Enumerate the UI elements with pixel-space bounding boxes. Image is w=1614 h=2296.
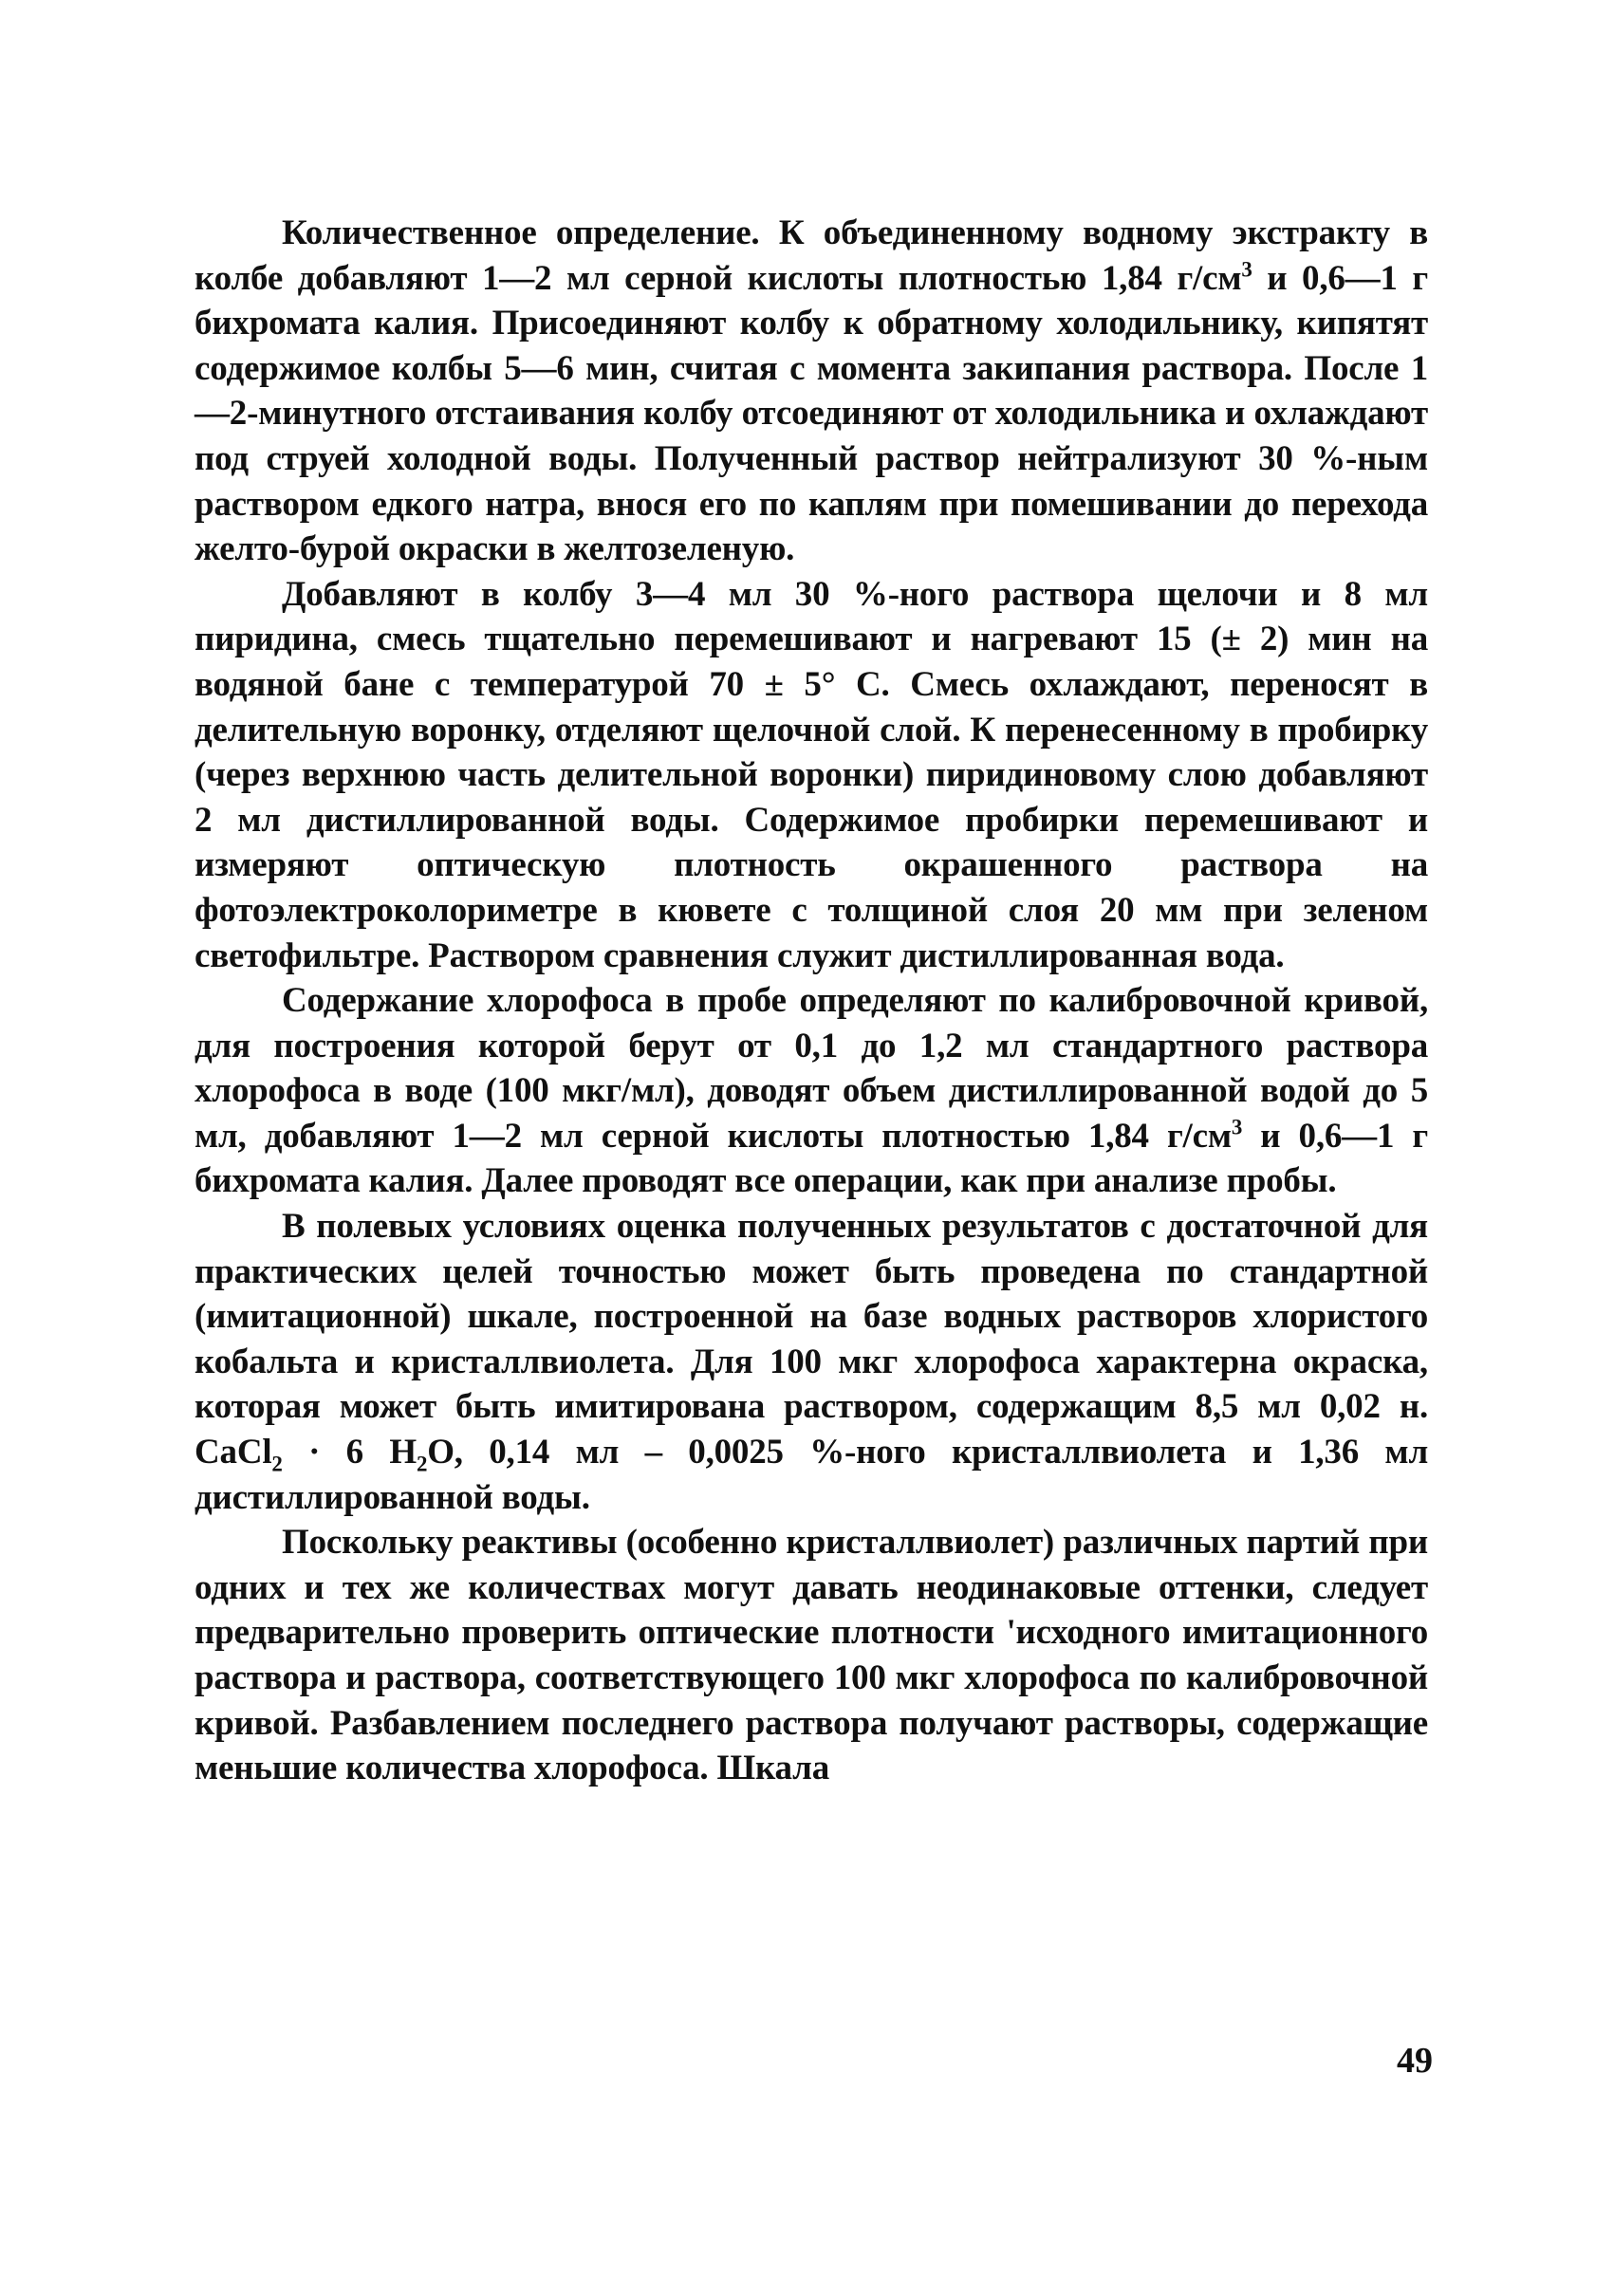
paragraph-4-text-b: · 6 H: [282, 1433, 417, 1472]
paragraph-1-text-a: К объединенному водному экстракту в колбе добавляют 1—2 мл серной кислоты плотностью 1,84 г/см: [195, 213, 1428, 298]
page-number: 49: [1397, 2041, 1433, 2081]
paragraph-4: [195, 1204, 1428, 1520]
paragraph-4-text-c: O, 0,14 мл – 0,0025 %-ного кристаллвиолета и 1,36 мл дистиллированной воды.: [195, 1433, 1428, 1517]
paragraph-1-text-b: и 0,6—1 г бихромата калия. Присоединяют колбу к обратному холодильнику, кипятят содержимое колбы 5—6 мин, считая с момента закипания раствора. После 1—2-минутного отстаивания колбу отсоединяют от холодильника и охлаждают под струей холодной воды. Полученный раствор нейтрализуют 30 %-ным раствором едкого натра, внося его по каплям при помешивании до перехода желто-бурой окраски в желтозеленую.: [195, 258, 1428, 569]
paragraph-1: [195, 211, 1428, 572]
subscript: 2: [271, 1452, 283, 1476]
paragraph-2-text: Добавляют в колбу 3—4 мл 30 %-ного раствора щелочи и 8 мл пиридина, смесь тщательно перемешивают и нагревают 15 (± 2) мин на водяной бане с температурой 70 ± 5° С. Смесь охлаждают, переносят в делительную воронку, отделяют щелочной слой. К перенесенному в пробирку (через верхнюю часть делительной воронки) пиридиновому слою добавляют 2 мл дистиллированной воды. Содержимое пробирки перемешивают и измеряют оптическую плотность окрашенного раствора на фотоэлектроколориметре в кювете с толщиной слоя 20 мм при зеленом светофильтре. Раствором сравнения служит дистиллированная вода.: [195, 574, 1428, 975]
section-lead: Количественное определение.: [282, 213, 760, 252]
paragraph-3: [195, 978, 1428, 1204]
paragraph-3-text-b: и 0,6—1 г бихромата калия. Далее проводят все операции, как при анализе пробы.: [195, 1116, 1428, 1201]
paragraph-2: [195, 572, 1428, 978]
superscript: 3: [1231, 1115, 1243, 1139]
paragraph-5-text: Поскольку реактивы (особенно кристаллвиолет) различных партий при одних и тех же количествах могут давать неодинаковые оттенки, следует предварительно проверить оптические плотности 'исходного имитационного раствора и раствора, соответствующего 100 мкг хлорофоса по калибровочной кривой. Разбавлением последнего раствора получают растворы, содержащие меньшие количества хлорофоса. Шкала: [195, 1523, 1428, 1788]
paragraph-4-text-a: В полевых условиях оценка полученных результатов с достаточной для практических целей точностью может быть проведена по стандартной (имитационной) шкале, построенной на базе водных растворов хлористого кобальта и кристаллвиолета. Для 100 мкг хлорофоса характерна окраска, которая может быть имитирована раствором, содержащим 8,5 мл 0,02 н. CaCl: [195, 1207, 1428, 1472]
body-text: [195, 211, 1428, 1791]
paragraph-5: [195, 1520, 1428, 1791]
subscript: 2: [416, 1452, 428, 1476]
superscript: 3: [1241, 257, 1252, 282]
paragraph-3-text-a: Содержание хлорофоса в пробе определяют по калибровочной кривой, для построения которой берут от 0,1 до 1,2 мл стандартного раствора хлорофоса в воде (100 мкг/мл), доводят объем дистиллированной водой до 5 мл, добавляют 1—2 мл серной кислоты плотностью 1,84 г/см: [195, 981, 1428, 1156]
